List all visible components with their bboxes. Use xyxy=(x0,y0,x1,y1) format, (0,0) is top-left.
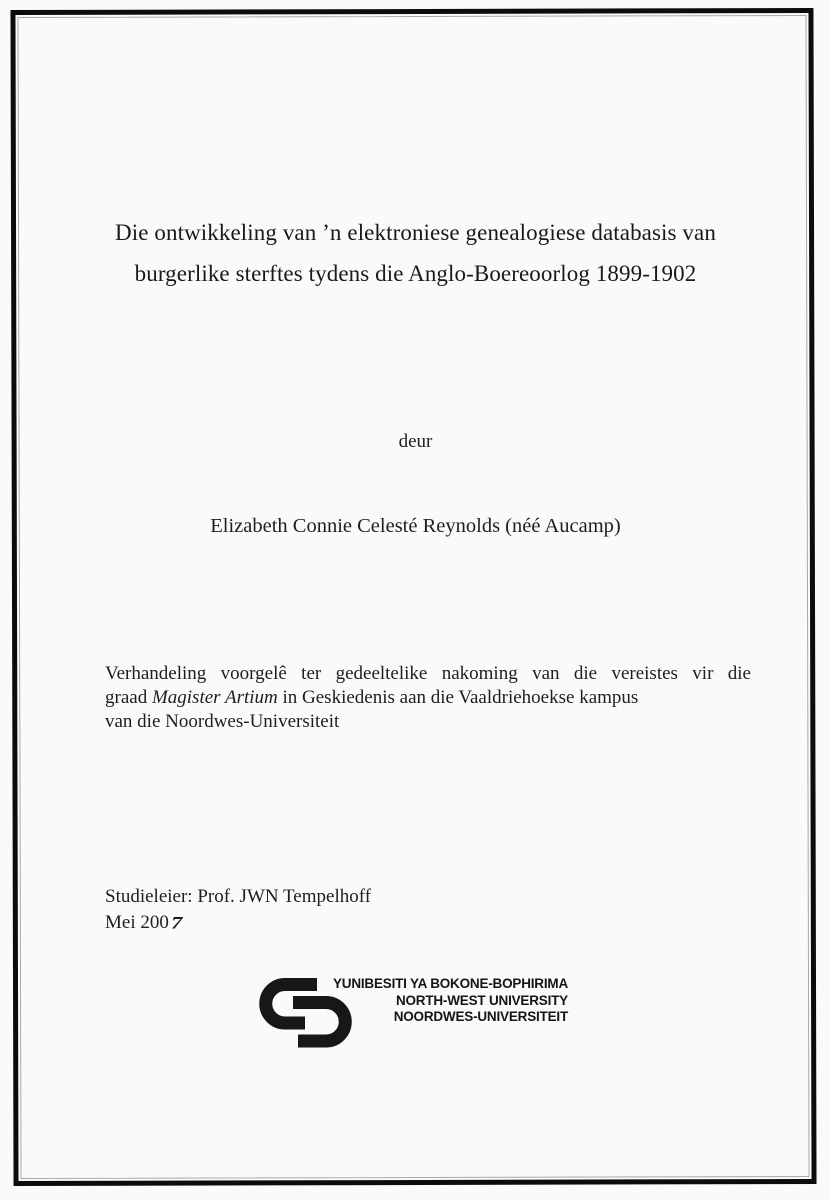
author-name: Elizabeth Connie Celesté Reynolds (néé Aucamp) xyxy=(210,515,621,537)
supervisor-date-block xyxy=(105,884,371,936)
page-border-frame xyxy=(10,8,816,1186)
title-line-1: Die ontwikkeling van ’n elektroniese genealogiese databasis van xyxy=(115,220,716,245)
logo-line-english: NORTH-WEST UNIVERSITY xyxy=(395,992,568,1008)
statement-line-2-suffix: in Geskiedenis aan die Vaaldriehoekse kampus xyxy=(277,687,639,708)
title-line-2: burgerlike sterftes tydens die Anglo-Boereoorlog 1899-1902 xyxy=(134,261,697,286)
statement-line-2 xyxy=(105,686,751,710)
thesis-title xyxy=(40,212,791,294)
statement-line-2-prefix: graad xyxy=(105,687,152,708)
supervisor-line: Studieleier: Prof. JWN Tempelhoff xyxy=(105,886,372,907)
date-prefix: Mei 200 xyxy=(105,912,169,933)
degree-name-italic: Magister Artium xyxy=(151,687,278,708)
statement-line-3: van die Noordwes-Universiteit xyxy=(105,711,340,732)
date-line xyxy=(105,910,371,936)
logo-line-afrikaans: NOORDWES-UNIVERSITEIT xyxy=(393,1009,568,1024)
logo-line-setswana: YUNIBESITI YA BOKONE-BOPHIRIMA xyxy=(332,976,568,991)
handwritten-seven: 7 xyxy=(168,913,185,933)
submission-statement xyxy=(105,662,751,734)
statement-line-1: Verhandeling voorgelê ter gedeeltelike nakoming van die vereistes vir die xyxy=(105,663,751,684)
byline-label: deur xyxy=(398,431,433,452)
page-border-inner-line xyxy=(17,15,809,1179)
